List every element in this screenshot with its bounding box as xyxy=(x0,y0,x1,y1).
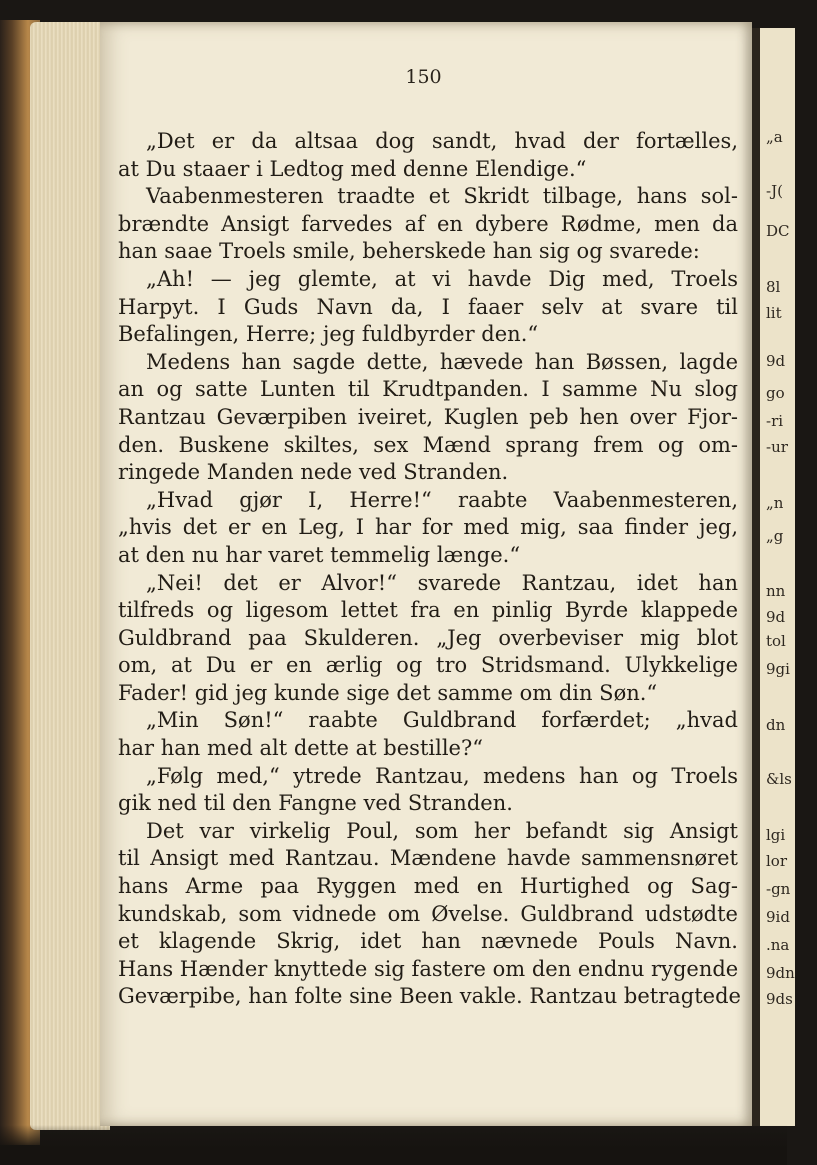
next-page-fragment: 9d xyxy=(766,352,786,370)
text-line: „Følg med,“ ytrede Rantzau, medens han og Troels xyxy=(146,763,738,788)
next-page-fragment: -ur xyxy=(766,438,788,456)
text-line: Vaabenmesteren traadte et Skridt tilbage, hans sol- xyxy=(146,184,738,209)
text-line: „Min Søn!“ raabte Guldbrand forfærdet; „hvad xyxy=(146,708,738,733)
text-line: an og satte Lunten til Krudtpanden. I samme Nu slog xyxy=(118,377,738,402)
next-page-fragment: „a xyxy=(766,128,783,146)
text-line: at den nu har varet temmelig længe.“ xyxy=(118,542,521,567)
next-page-fragment: 9id xyxy=(766,908,790,926)
text-line: Befalingen, Herre; jeg fuldbyrder den.“ xyxy=(118,322,539,347)
next-page-fragment: go xyxy=(766,384,785,402)
next-page-fragment: DC xyxy=(766,222,790,240)
text-line: „Hvad gjør I, Herre!“ raabte Vaabenmesteren, xyxy=(146,487,738,512)
next-page-fragment: &ls xyxy=(766,770,792,788)
text-line: Harpyt. I Guds Navn da, I faaer selv at svare til xyxy=(118,294,738,319)
text-line: Guldbrand paa Skulderen. „Jeg overbeviser mig blot xyxy=(118,625,738,650)
next-page-fragment: -J( xyxy=(766,182,783,200)
text-line: at Du staaer i Ledtog med denne Elendige.“ xyxy=(118,156,587,181)
next-page-fragment: „n xyxy=(766,494,784,512)
text-line: han saae Troels smile, beherskede han sig og svarede: xyxy=(118,239,700,264)
text-line: „Det er da altsaa dog sandt, hvad der fortælles, xyxy=(146,129,738,153)
text-line: Hans Hænder knyttede sig fastere om den endnu rygende xyxy=(118,956,739,981)
next-page-fragment: tol xyxy=(766,632,786,650)
text-line: „hvis det er en Leg, I har for med mig, saa finder jeg, xyxy=(118,515,738,540)
next-page-fragment: 9d xyxy=(766,608,786,626)
next-page-fragment: lgi xyxy=(766,826,786,844)
next-page-fragment: -gn xyxy=(766,880,791,898)
next-page-fragment: nn xyxy=(766,582,786,600)
next-page-edge xyxy=(752,28,795,1126)
bottom-shadow xyxy=(0,1125,787,1165)
text-line: har han med alt dette at bestille?“ xyxy=(118,736,483,761)
text-line: Fader! gid jeg kunde sige det samme om din Søn.“ xyxy=(118,680,658,705)
text-line: Medens han sagde dette, hævede han Bøssen, lagde xyxy=(146,349,738,374)
text-line: „Nei! det er Alvor!“ svarede Rantzau, idet han xyxy=(146,570,738,595)
text-line: brændte Ansigt farvedes af en dybere Rødme, men da xyxy=(118,211,738,236)
text-line: hans Arme paa Ryggen med en Hurtighed og Sag- xyxy=(118,874,738,899)
text-line: Det var virkelig Poul, som her befandt sig Ansigt xyxy=(146,818,738,843)
next-page-fragment: 9ds xyxy=(766,990,793,1008)
text-line: gik ned til den Fangne ved Stranden. xyxy=(118,791,513,816)
text-line: til Ansigt med Rantzau. Mændene havde sammensnøret xyxy=(118,846,738,871)
next-page-fragment: 8l xyxy=(766,278,781,296)
next-page-fragment: 9dn xyxy=(766,964,795,982)
text-line: Rantzau Geværpiben iveiret, Kuglen peb hen over Fjor- xyxy=(118,404,738,429)
text-line: et klagende Skrig, idet han nævnede Pouls Navn. xyxy=(118,929,738,954)
text-line: ringede Manden nede ved Stranden. xyxy=(118,460,509,485)
page-stack-edge xyxy=(30,22,110,1130)
next-page-fragment: .na xyxy=(766,936,790,954)
next-page-fragment: -ri xyxy=(766,412,784,430)
text-line: den. Buskene skiltes, sex Mænd sprang frem og om- xyxy=(118,432,738,457)
body-text xyxy=(118,128,741,1011)
next-page-fragment: lit xyxy=(766,304,782,322)
next-page-fragment: lor xyxy=(766,852,787,870)
page-number: 150 xyxy=(405,66,442,88)
next-page-fragment: dn xyxy=(766,716,786,734)
text-line: tilfreds og ligesom lettet fra en pinlig Byrde klappede xyxy=(118,598,738,623)
next-page-fragment: „g xyxy=(766,527,784,545)
text-line: om, at Du er en ærlig og tro Stridsmand. Ulykkelige xyxy=(118,653,738,678)
text-line: „Ah! — jeg glemte, at vi havde Dig med, Troels xyxy=(146,266,738,291)
next-page-fragment: 9gi xyxy=(766,660,790,678)
text-line: kundskab, som vidnede om Øvelse. Guldbrand udstødte xyxy=(118,901,738,926)
text-line: Geværpibe, han folte sine Been vakle. Rantzau betragtede xyxy=(118,984,741,1009)
